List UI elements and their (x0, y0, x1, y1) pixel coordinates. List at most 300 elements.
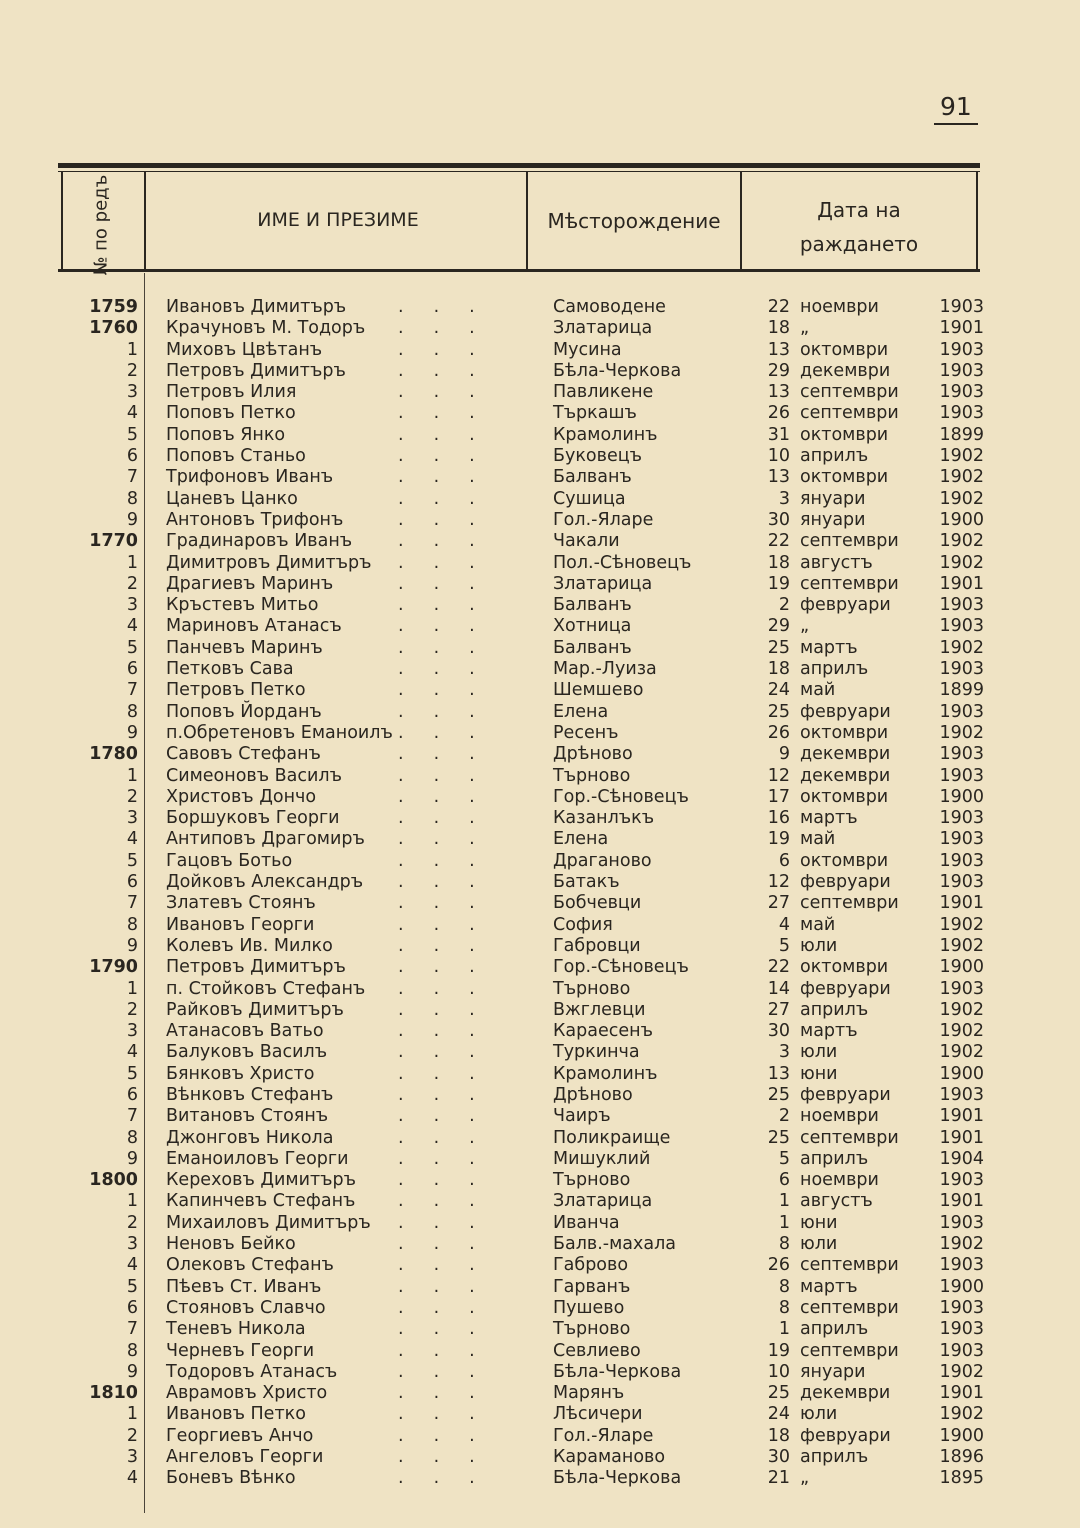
birth-day: 30 (767, 509, 790, 530)
birth-year: 1901 (939, 573, 984, 594)
table-row (58, 1212, 984, 1234)
birthplace: Златарица (553, 573, 653, 594)
birthplace: Гарванъ (553, 1276, 631, 1297)
table-row (58, 850, 984, 872)
birth-day: 29 (767, 360, 790, 381)
birth-month: септември (800, 893, 899, 914)
birthplace: Хотница (553, 616, 632, 637)
person-name: Поповъ Станьо (166, 446, 306, 467)
birth-year: 1902 (939, 488, 984, 509)
birth-day: 5 (778, 935, 790, 956)
person-name: Миховъ Цвѣтанъ (166, 339, 323, 360)
birth-year: 1902 (939, 1021, 984, 1042)
birth-day: 10 (767, 446, 790, 467)
leader-dots: ... (398, 850, 505, 871)
birth-month: октомври (800, 339, 889, 360)
birthplace: Елена (553, 701, 609, 722)
leader-dots: ... (398, 446, 505, 467)
table-row (58, 978, 984, 1000)
person-name: Гацовъ Ботьо (166, 850, 293, 871)
birth-month: априлъ (800, 1319, 869, 1340)
leader-dots: ... (398, 573, 505, 594)
birthplace: Дрѣново (553, 744, 633, 765)
row-number: 4 (126, 1468, 138, 1489)
birthplace: Гор.-Сѣновецъ (553, 786, 689, 807)
birth-month: септември (800, 531, 899, 552)
person-name: Кръстевъ Митьо (166, 595, 319, 616)
birthplace: Златарица (553, 1191, 653, 1212)
table-row (58, 573, 984, 595)
row-number: 2 (126, 1425, 138, 1446)
row-number: 5 (126, 850, 138, 871)
birth-year: 1903 (939, 744, 984, 765)
leader-dots: ... (398, 1383, 505, 1404)
header-birthdate (742, 193, 976, 261)
birth-month: мартъ (800, 808, 858, 829)
birth-day: 13 (767, 1063, 790, 1084)
person-name: Теневъ Никола (166, 1319, 306, 1340)
birth-day: 31 (767, 424, 790, 445)
leader-dots: ... (398, 893, 505, 914)
table-row (58, 446, 984, 467)
birthplace: Самоводене (553, 297, 666, 317)
birth-month: ноември (800, 297, 879, 317)
table-row (58, 957, 984, 978)
table-row (58, 914, 984, 936)
birth-year: 1900 (939, 957, 984, 978)
birth-day: 18 (767, 659, 790, 680)
table-row (58, 552, 984, 574)
table-top-rule-thin (58, 171, 980, 172)
header-date-line2: раждането (799, 232, 919, 256)
birth-year: 1901 (939, 1106, 984, 1127)
table-row (58, 297, 984, 318)
birth-day: 30 (767, 1021, 790, 1042)
birth-year: 1903 (939, 701, 984, 722)
birth-month: августъ (800, 552, 873, 573)
birthplace: Търново (553, 765, 631, 786)
birth-day: 5 (778, 1148, 790, 1169)
birth-year: 1903 (939, 829, 984, 850)
leader-dots: ... (398, 935, 505, 956)
birthplace: Чакали (553, 531, 620, 552)
birth-year: 1903 (939, 808, 984, 829)
person-name: п.Обретеновъ Еманоилъ (166, 722, 393, 743)
person-name: Петровъ Илия (166, 382, 297, 403)
row-number: 1 (126, 1191, 138, 1212)
table-row (58, 999, 984, 1021)
birth-year: 1903 (939, 659, 984, 680)
birthplace: Туркинча (553, 1042, 640, 1063)
birth-year: 1902 (939, 1234, 984, 1255)
birth-month: октомври (800, 722, 889, 743)
birthplace: Балв.-махала (553, 1234, 677, 1255)
birth-day: 30 (767, 1447, 790, 1468)
birth-day: 13 (767, 382, 790, 403)
row-number: 8 (126, 701, 138, 722)
birth-day: 25 (767, 1084, 790, 1105)
row-number: 9 (126, 722, 138, 743)
birth-month: априлъ (800, 446, 869, 467)
birthplace: Буковецъ (553, 446, 642, 467)
header-bottom-rule (58, 269, 980, 272)
row-number: 4 (126, 403, 138, 424)
birth-month: априлъ (800, 1148, 869, 1169)
birth-day: 6 (778, 850, 790, 871)
birth-day: 25 (767, 701, 790, 722)
birthplace: Марянъ (553, 1383, 625, 1404)
person-name: Неновъ Бейко (166, 1234, 296, 1255)
birth-year: 1901 (939, 1383, 984, 1404)
table-row (58, 1276, 984, 1298)
birthplace: Драганово (553, 850, 652, 871)
leader-dots: ... (398, 1404, 505, 1425)
birth-year: 1903 (939, 765, 984, 786)
leader-dots: ... (398, 978, 505, 999)
person-name: Боршуковъ Георги (166, 808, 340, 829)
birth-year: 1903 (939, 1084, 984, 1105)
leader-dots: ... (398, 957, 505, 978)
row-number: 5 (126, 1276, 138, 1297)
person-name: Бянковъ Христо (166, 1063, 315, 1084)
leader-dots: ... (398, 488, 505, 509)
birthplace: Елена (553, 829, 609, 850)
person-name: Драгиевъ Маринъ (166, 573, 334, 594)
birthplace: Поликраище (553, 1127, 671, 1148)
person-name: Трифоновъ Иванъ (166, 467, 334, 488)
table-row (58, 765, 984, 787)
table-row (58, 659, 984, 680)
leader-dots: ... (398, 914, 505, 935)
birth-year: 1902 (939, 999, 984, 1020)
birth-year: 1900 (939, 786, 984, 807)
leader-dots: ... (398, 1063, 505, 1084)
table-row (58, 1340, 984, 1362)
birth-month: мартъ (800, 1276, 858, 1297)
birthplace: Бѣла-Черкова (553, 1468, 682, 1489)
birthplace: Търново (553, 978, 631, 999)
birthplace: Чаиръ (553, 1106, 611, 1127)
birth-year: 1902 (939, 935, 984, 956)
birth-day: 13 (767, 467, 790, 488)
leader-dots: ... (398, 1042, 505, 1063)
table-row (58, 1063, 984, 1085)
leader-dots: ... (398, 1106, 505, 1127)
person-name: Капинчевъ Стефанъ (166, 1191, 356, 1212)
birth-day: 24 (767, 680, 790, 701)
table-row (58, 1361, 984, 1383)
table-row (58, 382, 984, 403)
table-row (58, 701, 984, 723)
birth-year: 1903 (939, 1255, 984, 1276)
birth-day: 18 (767, 552, 790, 573)
birthplace: Габровци (553, 935, 641, 956)
leader-dots: ... (398, 1425, 505, 1446)
birthplace: Бобчевци (553, 893, 642, 914)
birthplace: Златарица (553, 318, 653, 339)
table-row (58, 318, 984, 339)
row-number: 2 (126, 786, 138, 807)
birth-month: априлъ (800, 1447, 869, 1468)
leader-dots: ... (398, 808, 505, 829)
birth-year: 1904 (939, 1148, 984, 1169)
table-row (58, 467, 984, 488)
leader-dots: ... (398, 318, 505, 339)
birth-year: 1902 (939, 531, 984, 552)
birth-month: януари (800, 509, 866, 530)
person-name: Еманоиловъ Георги (166, 1148, 349, 1169)
leader-dots: ... (398, 297, 505, 317)
birth-month: юни (800, 1063, 838, 1084)
birth-year: 1899 (939, 424, 984, 445)
birth-year: 1902 (939, 1404, 984, 1425)
table-row (58, 1191, 984, 1212)
birth-day: 18 (767, 318, 790, 339)
leader-dots: ... (398, 509, 505, 530)
table-row (58, 1297, 984, 1319)
birth-day: 22 (767, 297, 790, 317)
birth-month: септември (800, 1127, 899, 1148)
row-number: 5 (126, 424, 138, 445)
leader-dots: ... (398, 360, 505, 381)
leader-dots: ... (398, 1297, 505, 1318)
table-row (58, 744, 984, 765)
table-row (58, 339, 984, 361)
birth-day: 22 (767, 957, 790, 978)
birth-month: априлъ (800, 999, 869, 1020)
birth-day: 8 (778, 1234, 790, 1255)
birth-month: септември (800, 1255, 899, 1276)
leader-dots: ... (398, 1340, 505, 1361)
birth-year: 1900 (939, 509, 984, 530)
person-name: Аврамовъ Христо (166, 1383, 328, 1404)
leader-dots: ... (398, 403, 505, 424)
leader-dots: ... (398, 424, 505, 445)
birthplace: Пушево (553, 1297, 625, 1318)
birthplace: Крамолинъ (553, 1063, 658, 1084)
leader-dots: ... (398, 701, 505, 722)
birthplace: Търкашъ (553, 403, 637, 424)
table-row (58, 872, 984, 893)
table-row (58, 1383, 984, 1404)
birthplace: Пол.-Сѣновецъ (553, 552, 692, 573)
row-number: 2 (126, 999, 138, 1020)
row-number: 8 (126, 914, 138, 935)
table-row (58, 1042, 984, 1063)
birth-year: 1903 (939, 872, 984, 893)
birth-day: 19 (767, 829, 790, 850)
table-row (58, 1170, 984, 1191)
row-number: 3 (126, 808, 138, 829)
header-number-label: № по редъ (90, 174, 112, 276)
person-name: Кереховъ Димитъръ (166, 1170, 357, 1191)
person-name: Ивановъ Георги (166, 914, 315, 935)
person-name: Мариновъ Атанасъ (166, 616, 342, 637)
birth-day: 10 (767, 1361, 790, 1382)
row-number: 9 (126, 935, 138, 956)
birth-year: 1903 (939, 297, 984, 317)
leader-dots: ... (398, 659, 505, 680)
birthplace: Габрово (553, 1255, 629, 1276)
table-row (58, 637, 984, 659)
birth-year: 1901 (939, 1191, 984, 1212)
leader-dots: ... (398, 467, 505, 488)
row-number: 1 (126, 1404, 138, 1425)
table-row (58, 1447, 984, 1468)
birth-day: 2 (778, 595, 790, 616)
birth-year: 1902 (939, 1361, 984, 1382)
birth-month: „ (800, 1468, 810, 1489)
person-name: Балуковъ Василъ (166, 1042, 328, 1063)
birthplace: Гол.-Яларе (553, 1425, 654, 1446)
row-number: 6 (126, 1297, 138, 1318)
birthplace: Лѣсичери (553, 1404, 643, 1425)
birth-day: 6 (778, 1170, 790, 1191)
row-number: 6 (126, 659, 138, 680)
birth-day: 27 (767, 893, 790, 914)
birth-year: 1901 (939, 1127, 984, 1148)
leader-dots: ... (398, 1234, 505, 1255)
birth-month: февруари (800, 1425, 891, 1446)
birth-year: 1900 (939, 1276, 984, 1297)
birth-month: мартъ (800, 637, 858, 658)
row-number: 1790 (89, 957, 138, 978)
birth-year: 1903 (939, 1340, 984, 1361)
row-number: 7 (126, 893, 138, 914)
birthplace: Иванча (553, 1212, 620, 1233)
birth-month: априлъ (800, 659, 869, 680)
birth-day: 1 (778, 1191, 790, 1212)
row-number: 9 (126, 1148, 138, 1169)
birth-day: 18 (767, 1425, 790, 1446)
leader-dots: ... (398, 616, 505, 637)
birth-day: 2 (778, 1106, 790, 1127)
leader-dots: ... (398, 1127, 505, 1148)
person-name: Витановъ Стоянъ (166, 1106, 329, 1127)
table-row (58, 1106, 984, 1127)
birth-month: септември (800, 573, 899, 594)
birthplace: Бѣла-Черкова (553, 1361, 682, 1382)
table-row (58, 1021, 984, 1042)
birth-month: февруари (800, 872, 891, 893)
row-number: 3 (126, 382, 138, 403)
birth-month: октомври (800, 850, 889, 871)
birth-day: 12 (767, 765, 790, 786)
birth-month: януари (800, 488, 866, 509)
header-date-line1: Дата на (817, 198, 901, 222)
birth-year: 1902 (939, 1042, 984, 1063)
table-row (58, 360, 984, 382)
birth-month: августъ (800, 1191, 873, 1212)
leader-dots: ... (398, 872, 505, 893)
birth-year: 1902 (939, 467, 984, 488)
birth-day: 9 (778, 744, 790, 765)
birthplace: Търново (553, 1170, 631, 1191)
table-row (58, 1404, 984, 1425)
birth-day: 25 (767, 1127, 790, 1148)
birth-year: 1896 (939, 1447, 984, 1468)
birthplace: Бѣла-Черкова (553, 360, 682, 381)
row-number: 3 (126, 595, 138, 616)
birth-day: 8 (778, 1276, 790, 1297)
person-name: Райковъ Димитъръ (166, 999, 344, 1020)
person-name: Поповъ Янко (166, 424, 286, 445)
birth-year: 1901 (939, 318, 984, 339)
birth-month: октомври (800, 467, 889, 488)
header-number (66, 174, 136, 276)
birthplace: Гол.-Яларе (553, 509, 654, 530)
birth-day: 29 (767, 616, 790, 637)
leader-dots: ... (398, 552, 505, 573)
birth-day: 1 (778, 1319, 790, 1340)
row-number: 6 (126, 1084, 138, 1105)
row-number: 1759 (89, 297, 138, 317)
leader-dots: ... (398, 1170, 505, 1191)
row-number: 4 (126, 616, 138, 637)
table-row (58, 531, 984, 552)
person-name: Савовъ Стефанъ (166, 744, 321, 765)
birth-day: 8 (778, 1297, 790, 1318)
person-name: Колевъ Ив. Милко (166, 935, 333, 956)
birth-year: 1903 (939, 978, 984, 999)
birth-month: юни (800, 1212, 838, 1233)
column-divider (144, 172, 146, 270)
row-number: 1770 (89, 531, 138, 552)
birth-month: май (800, 829, 836, 850)
table-row (58, 403, 984, 424)
birth-year: 1899 (939, 680, 984, 701)
person-name: Крачуновъ М. Тодоръ (166, 318, 366, 339)
birthplace: Балванъ (553, 637, 632, 658)
person-name: Поповъ Петко (166, 403, 296, 424)
birth-month: юли (800, 1042, 838, 1063)
leader-dots: ... (398, 722, 505, 743)
leader-dots: ... (398, 1319, 505, 1340)
birth-month: май (800, 680, 836, 701)
birth-day: 16 (767, 808, 790, 829)
birth-month: ноември (800, 1170, 879, 1191)
row-number: 4 (126, 1042, 138, 1063)
birth-day: 13 (767, 339, 790, 360)
table-body (58, 297, 984, 1490)
leader-dots: ... (398, 1255, 505, 1276)
birth-month: мартъ (800, 1021, 858, 1042)
table-row (58, 935, 984, 957)
birth-month: септември (800, 382, 899, 403)
person-name: Поповъ Йорданъ (166, 701, 322, 722)
birth-month: „ (800, 616, 810, 637)
person-name: Цаневъ Цанко (166, 488, 298, 509)
table-row (58, 1234, 984, 1255)
person-name: Стояновъ Славчо (166, 1297, 326, 1318)
person-name: Петковъ Сава (166, 659, 294, 680)
person-name: Ивановъ Димитъръ (166, 297, 347, 317)
birth-year: 1902 (939, 722, 984, 743)
birth-month: декември (800, 1383, 891, 1404)
birth-year: 1903 (939, 850, 984, 871)
birthplace: Балванъ (553, 467, 632, 488)
row-number: 6 (126, 872, 138, 893)
leader-dots: ... (398, 1021, 505, 1042)
person-name: Ангеловъ Георги (166, 1447, 324, 1468)
birthplace: Дрѣново (553, 1084, 633, 1105)
person-name: Антиповъ Драгомиръ (166, 829, 365, 850)
person-name: Панчевъ Маринъ (166, 637, 323, 658)
birth-year: 1900 (939, 1063, 984, 1084)
birth-day: 3 (778, 488, 790, 509)
person-name: Олековъ Стефанъ (166, 1255, 334, 1276)
row-number: 8 (126, 488, 138, 509)
